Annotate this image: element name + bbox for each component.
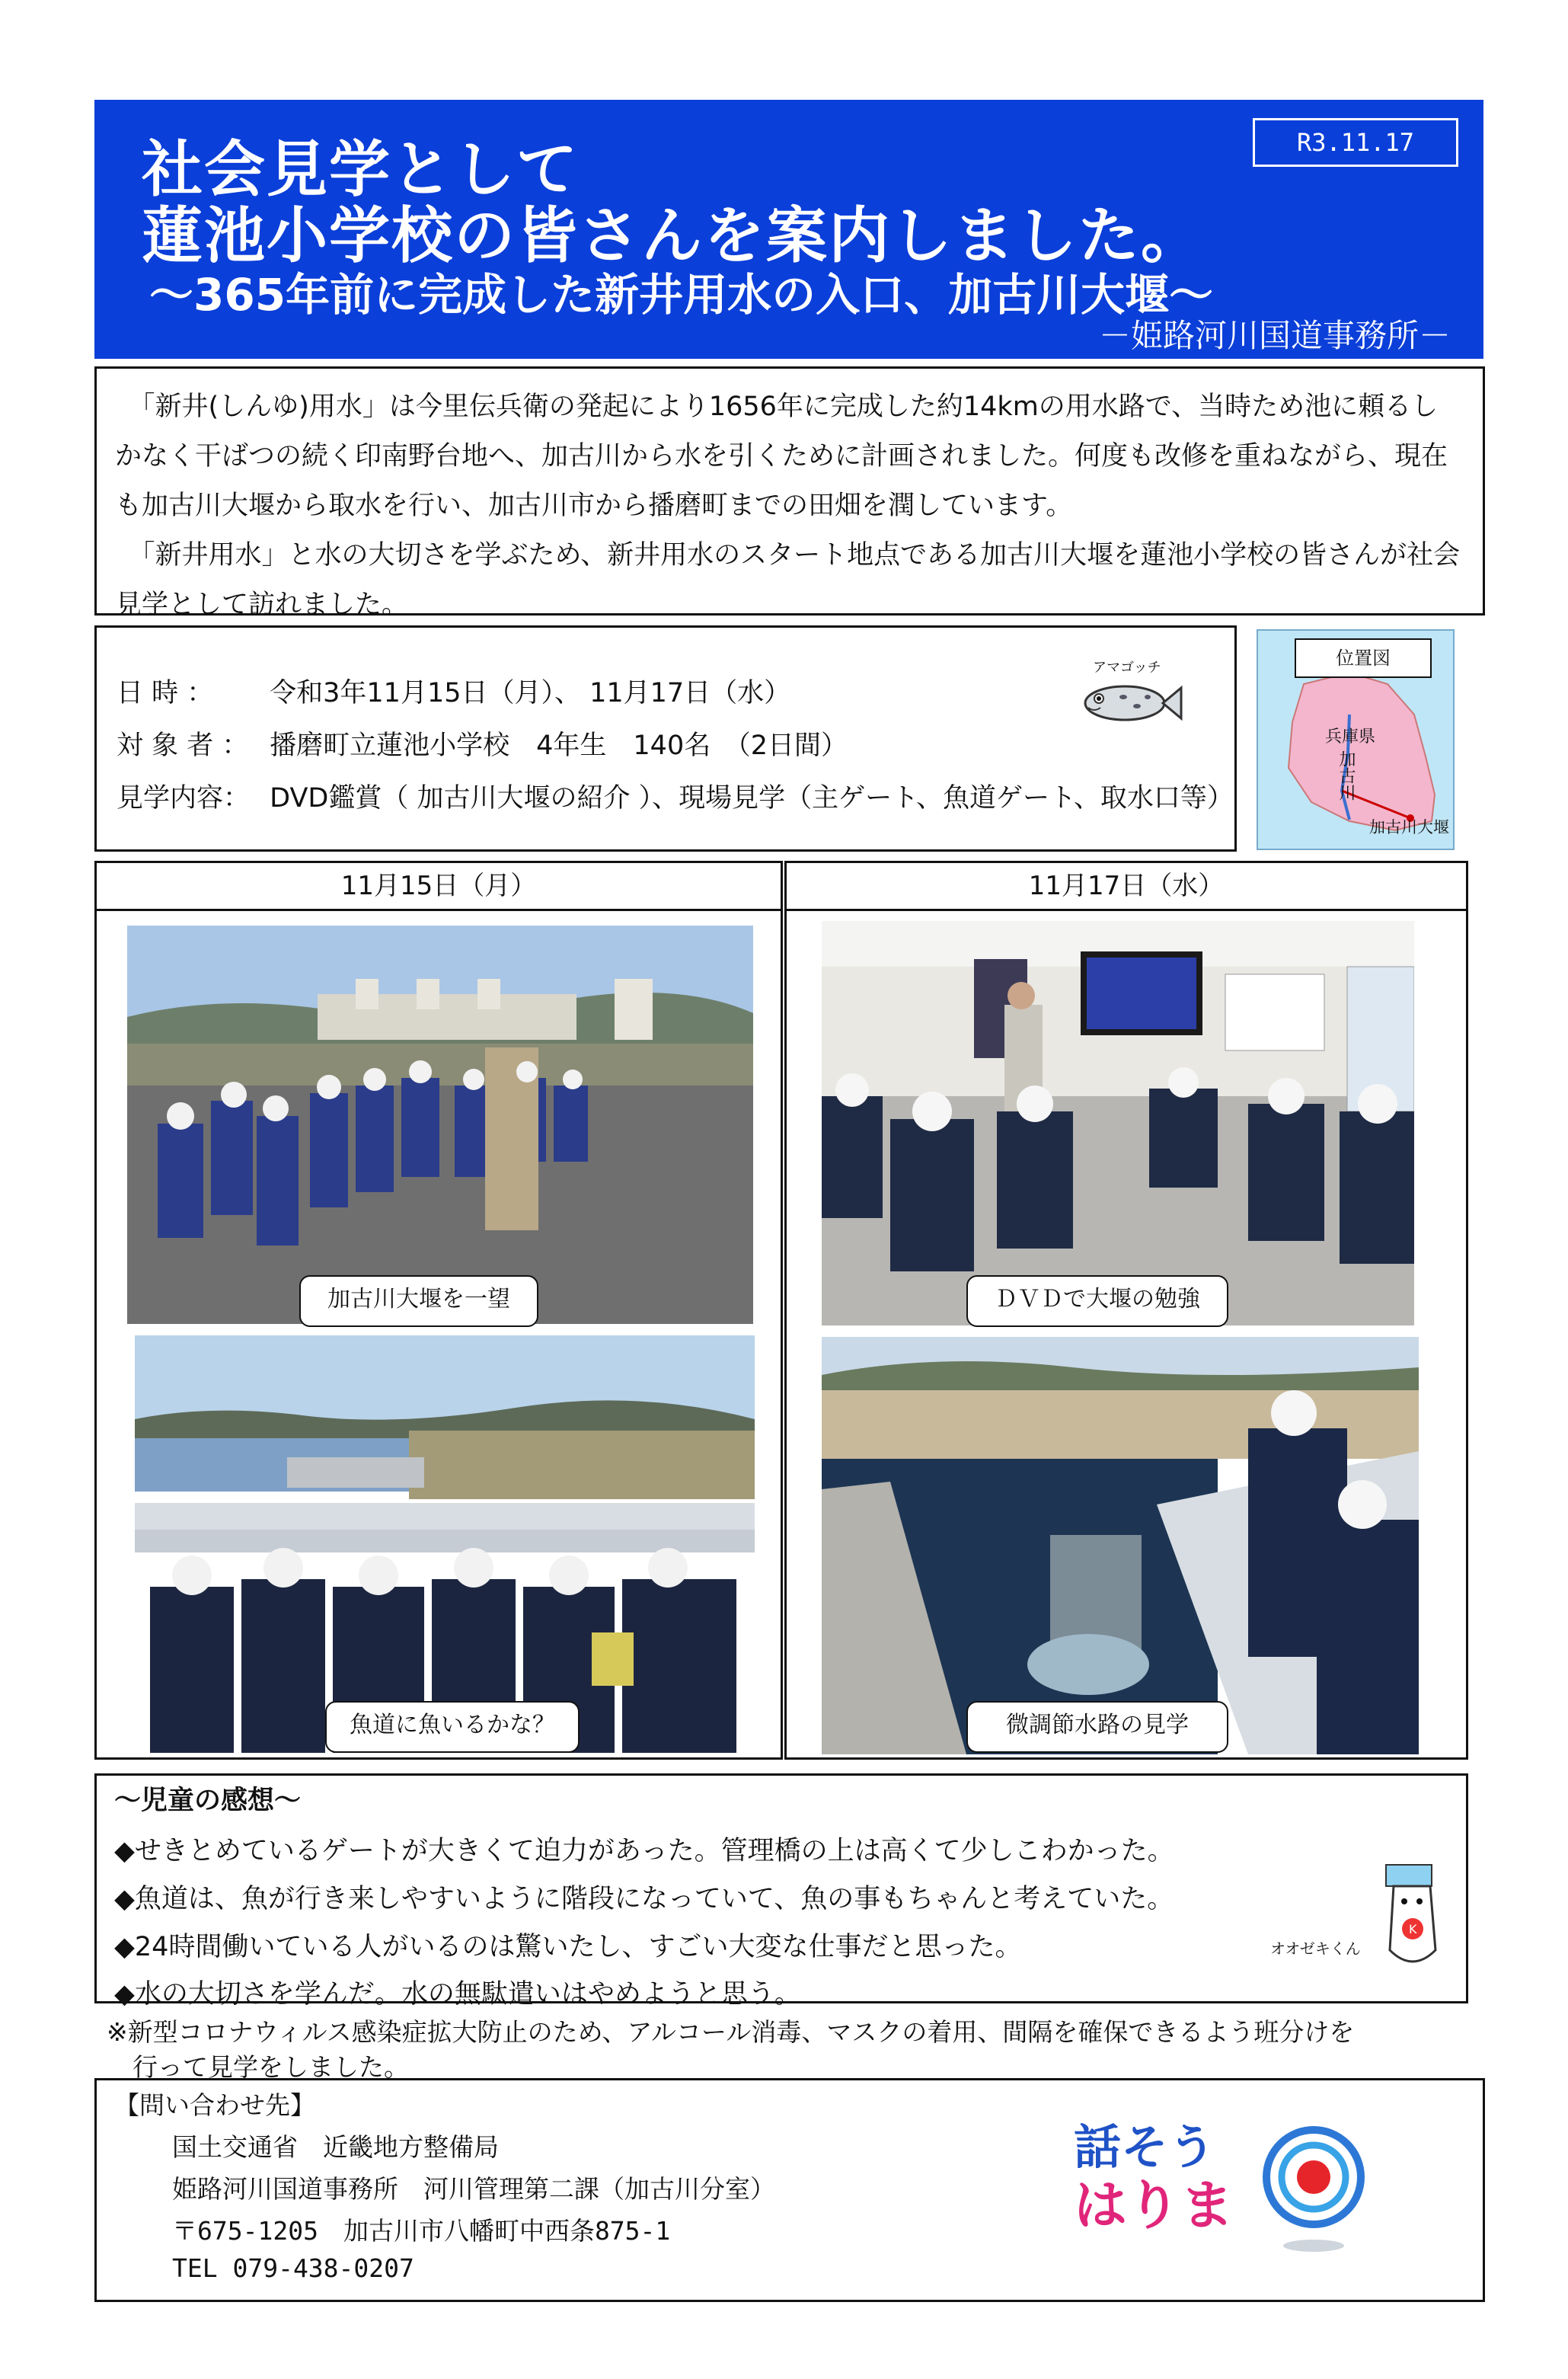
logo-line2: はりま bbox=[1074, 2174, 1234, 2237]
intro-paragraph-2: 「新井用水」と水の大切さを学ぶため、新井用水のスタート地点である加古川大堰を蓮池小学校の皆さんが社会見学として訪れました。 bbox=[115, 540, 1461, 620]
info-target-value: 播磨町立蓮池小学校 4年生 140名 （2日間） bbox=[270, 731, 848, 761]
info-content-value: DVD鑑賞（ 加古川大堰の紹介 ）、現場見学（主ゲート、魚道ゲート、取水口等） bbox=[270, 783, 1234, 814]
impressions-title: ～児童の感想～ bbox=[114, 1786, 302, 1816]
covid-note bbox=[107, 2015, 1354, 2085]
impression-item: ◆せきとめているゲートが大きくて迫力があった。管理橋の上は高くて少しこわかった。 bbox=[114, 1836, 1174, 1866]
photo-weir-view bbox=[127, 926, 753, 1324]
info-target-row bbox=[117, 724, 848, 763]
event-info-box bbox=[94, 625, 1237, 852]
issue-date: R3.11.17 bbox=[1253, 118, 1458, 167]
caption-channel: 微調節水路の見学 bbox=[966, 1701, 1228, 1753]
contact-office: 姫路河川国道事務所 河川管理第二課（加古川分室） bbox=[172, 2174, 775, 2204]
caption-fishway: 魚道に魚いるかな？ bbox=[325, 1701, 580, 1753]
info-date-label: 日 時 ： bbox=[117, 678, 214, 708]
panel-date-nov17: 11月17日（水） bbox=[787, 863, 1466, 911]
photo-panel-nov17 bbox=[784, 861, 1468, 1760]
contact-heading: 【問い合わせ先】 bbox=[114, 2090, 315, 2120]
info-content-label: 見学内容： bbox=[117, 783, 251, 814]
caption-weir-view: 加古川大堰を一望 bbox=[299, 1275, 538, 1327]
photo-fishway bbox=[135, 1335, 755, 1753]
logo-line1: 話そう bbox=[1074, 2119, 1216, 2175]
contact-address: 〒675-1205 加古川市八幡町中西条875-1 bbox=[172, 2216, 671, 2246]
weir-mascot-icon bbox=[1371, 1859, 1455, 1981]
page-title-line1: 社会見学として bbox=[142, 134, 579, 205]
contact-phone: TEL 079-438-0207 bbox=[172, 2253, 414, 2283]
impression-item: ◆水の大切さを学んだ。水の無駄遣いはやめようと思う。 bbox=[114, 1979, 801, 2010]
map-river-label: 加古川 bbox=[1336, 750, 1356, 801]
hanasou-harima-logo bbox=[1074, 2120, 1241, 2242]
info-content-row bbox=[117, 777, 1234, 815]
intro-paragraph-1: 「新井(しんゆ)用水」は今里伝兵衛の発起により1656年に完成した約14kmの用水路で、当時ため池に頼るしかなく干ばつの続く印南野台地へ、加古川から水を引くために計画されました。何度も改修を重ねながら、現在も加古川大堰から取水を行い、加古川市から播磨町までの田畑を潤しています。 bbox=[115, 392, 1448, 521]
impression-item: ◆魚道は、魚が行き来しやすいように階段になっていて、魚の事もちゃんと考えていた。 bbox=[114, 1884, 1174, 1914]
photo-panel-nov15 bbox=[94, 861, 783, 1760]
intro-text bbox=[94, 366, 1485, 620]
map-prefecture-label: 兵庫県 bbox=[1325, 727, 1376, 747]
info-date-row bbox=[117, 672, 790, 710]
mascot-ozeki-label: オオゼキくん bbox=[1270, 1939, 1361, 1958]
page-title-line2: 蓮池小学校の皆さんを案内しました。 bbox=[142, 200, 1203, 271]
contact-ministry: 国土交通省 近畿地方整備局 bbox=[172, 2132, 499, 2162]
mascot-amagocchi-label: アマゴッチ bbox=[1093, 660, 1161, 676]
photo-dvd-room bbox=[822, 921, 1414, 1325]
caption-dvd: ＤＶＤで大堰の勉強 bbox=[966, 1275, 1228, 1327]
fish-mascot-icon bbox=[1078, 673, 1184, 730]
covid-note-line1: ※新型コロナウィルス感染症拡大防止のため、アルコール消毒、マスクの着用、間隔を確保できるよう班分けを bbox=[107, 2017, 1355, 2047]
mlit-logo-icon bbox=[1257, 2116, 1371, 2261]
impression-item: ◆24時間働いている人がいるのは驚いたし、すごい大変な仕事だと思った。 bbox=[114, 1932, 1022, 1962]
panel-date-nov15: 11月15日（月） bbox=[97, 863, 781, 911]
info-target-label: 対 象 者 ： bbox=[117, 731, 249, 761]
svg-text:K: K bbox=[1409, 1922, 1417, 1936]
photo-intake-channel bbox=[822, 1337, 1419, 1754]
page-subtitle: ～365年前に完成した新井用水の入口、加古川大堰～ bbox=[149, 269, 1214, 321]
office-name: －姫路河川国道事務所－ bbox=[1098, 317, 1451, 354]
covid-note-line2: 行って見学をしました。 bbox=[133, 2052, 409, 2082]
map-weir-label: 加古川大堰 bbox=[1369, 818, 1449, 836]
info-date-value: 令和3年11月15日（月）、 11月17日（水） bbox=[270, 678, 791, 708]
map-title: 位置図 bbox=[1295, 638, 1432, 678]
